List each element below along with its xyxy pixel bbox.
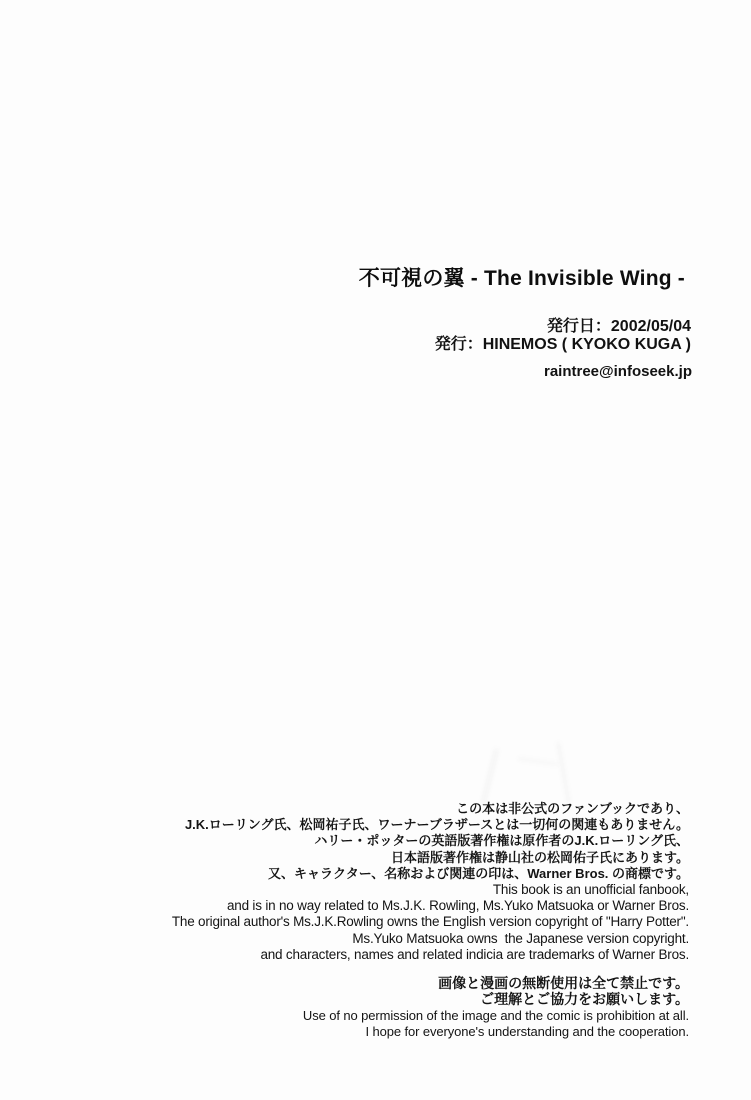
scan-crease-artifact	[557, 742, 571, 804]
disclaimer-line-en: and is in no way related to Ms.J.K. Rowling, Ms.Yuko Matsuoka or Warner Bros.	[226, 898, 689, 914]
disclaimer-line-jp: ハリー・ポッターの英語版著作権は原作者のJ.K.ローリング氏、	[314, 833, 689, 849]
disclaimer-line-en: Ms.Yuko Matsuoka owns the Japanese version copyright.	[352, 930, 689, 946]
publisher-circle: 発行：HINEMOS ( KYOKO KUGA )	[434, 335, 691, 353]
scan-crease-artifact	[518, 757, 558, 766]
scan-crease-artifact	[481, 748, 498, 803]
disclaimer-line-jp: 日本語版著作権は静山社の松岡佑子氏にあります。	[391, 849, 689, 865]
disclaimer-line-jp: この本は非公式のファンブックであり、	[456, 801, 689, 816]
book-title: 不可視の翼 - The Invisible Wing -	[358, 267, 685, 290]
disclaimer-line-en: and characters, names and related indicia are trademarks of Warner Bros.	[260, 946, 689, 962]
usage-line-jp: ご理解とご協力をお願いします。	[480, 991, 689, 1008]
contact-email: raintree@infoseek.jp	[543, 363, 692, 380]
usage-line-jp: 画像と漫画の無断使用は全て禁止です。	[438, 975, 689, 991]
disclaimer-block	[172, 801, 689, 963]
disclaimer-line-jp: J.K.ローリング氏、松岡祐子氏、ワーナーブラザースとは一切何の関連もありません。	[184, 817, 689, 833]
disclaimer-line-en: The original author's Ms.J.K.Rowling owns the English version copyright of "Harry Potter".	[171, 914, 689, 930]
publication-info	[435, 318, 691, 353]
usage-notice-block	[303, 975, 689, 1040]
publish-date: 発行日：2002/05/04	[546, 318, 691, 335]
usage-line-en: I hope for everyone's understanding and the cooperation.	[365, 1023, 689, 1039]
disclaimer-line-en: This book is an unofficial fanbook,	[492, 882, 689, 898]
usage-line-en: Use of no permission of the image and the comic is prohibition at all.	[302, 1007, 689, 1023]
disclaimer-line-jp: 又、キャラクター、名称および関連の印は、Warner Bros. の商標です。	[268, 865, 689, 881]
